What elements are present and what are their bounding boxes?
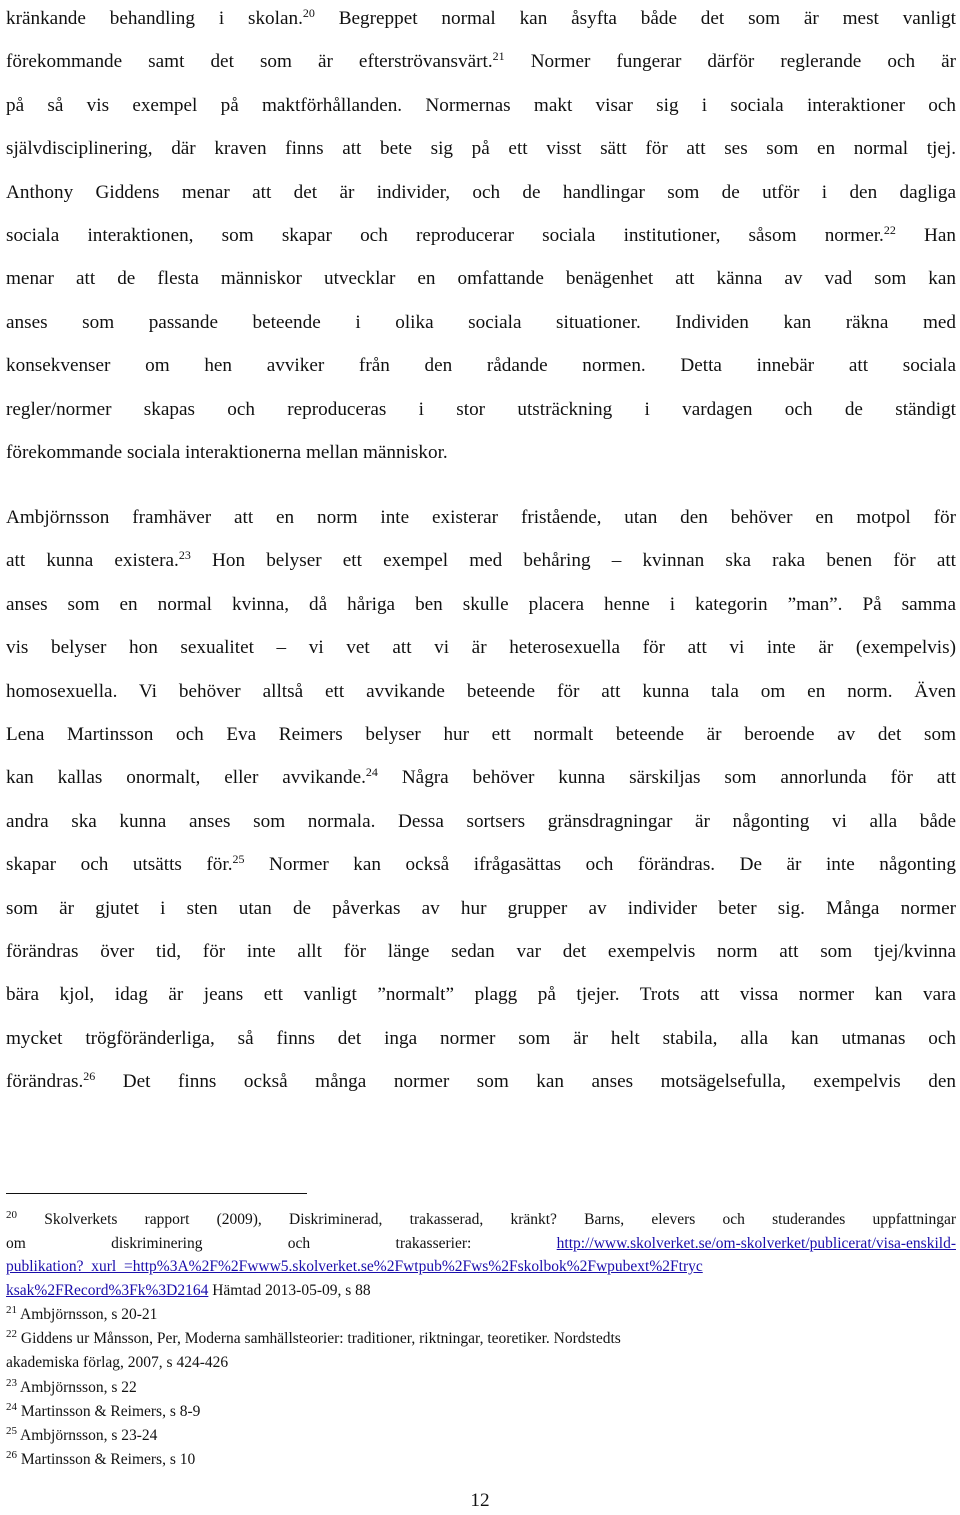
text-line [6,939,956,965]
footnote-text: Hämtad 2013-05-09, s 88 [208,1282,371,1299]
footnote-reference: 23 [178,548,191,563]
text-run: Det finns också många normer som kan anses motsägelsefulla, exempelvis den [95,1071,956,1093]
footnote-number: 24 [6,1401,17,1413]
text-line [6,1026,956,1052]
footnote-number: 23 [6,1377,17,1389]
footnote-number: 26 [6,1449,17,1461]
text-run: Några behöver kunna särskiljas som annorlunda för att [377,767,957,789]
text-run: förändras. [6,1071,84,1093]
text-run: Begreppet normal kan åsyfta både det som är mest vanligt [314,8,956,29]
text-run: på så vis exempel på maktförhållanden. Normernas makt visar sig i sociala interaktioner och [6,94,956,116]
text-run: Han [895,225,956,246]
text-run: regler/normer skapas och reproduceras i stor utsträckning i vardagen och de ständigt [6,398,956,420]
text-line [6,310,956,336]
footnote-text: Martinsson & Reimers, s 10 [20,1451,196,1468]
footnote-link[interactable]: publikation?_xurl_=http%3A%2F%2Fwww5.skolverket.se%2Fwtpub%2Fws%2Fskolbok%2Fwpubext%2Ftryc [6,1258,703,1275]
text-line [6,635,956,661]
footnote-20-line-4 [6,1280,956,1302]
text-run: Normer fungerar därför reglerande och är [504,51,956,73]
footnote-text: Skolverkets rapport (2009), Diskriminerad, trakasserad, kränkt? Barns, elevers och studerandes uppfattningar [44,1211,956,1228]
footnote-separator [6,1193,307,1194]
footnote-reference: 20 [302,6,315,20]
footnote-link[interactable]: http://www.skolverket.se/om-skolverket/publicerat/visa-enskild- [556,1235,956,1252]
text-run: menar att de flesta människor utvecklar en omfattande benägenhet att känna av vad som kan [6,268,956,290]
text-line [6,592,956,618]
footnote-text: Ambjörnsson, s 20-21 [20,1306,158,1323]
text-line [6,505,956,531]
text-run: andra ska kunna anses som normala. Dessa sortsers gränsdragningar är någonting vi alla både [6,810,956,832]
text-run: vis belyser hon sexualitet – vi vet att vi är heterosexuella för att vi inte är (exempelvis) [6,637,956,659]
text-run: anses som passande beteende i olika sociala situationer. Individen kan räkna med [6,311,956,333]
text-run: mycket trögföränderliga, så finns det inga normer som är helt stabila, alla kan utmanas och [6,1027,956,1049]
text-run: Lena Martinsson och Eva Reimers belyser hur ett normalt beteende är beroende av det som [6,724,956,745]
footnote-text: akademiska förlag, 2007, s 424-426 [6,1354,229,1371]
footnote-text: Giddens ur Månsson, Per, Moderna samhällsteorier: traditioner, riktningar, teoretiker. Nordstedts [20,1330,621,1347]
text-run: självdisciplinering, där kraven finns att bete sig på ett visst sätt för att ses som en normal tjej. [6,138,956,160]
footnote-reference: 25 [232,852,245,867]
text-line [6,180,956,206]
text-run: Normer kan också ifrågasättas och förändras. De är inte någonting [244,854,956,876]
footnote-link[interactable]: ksak%2FRecord%3Fk%3D2164 [6,1282,209,1299]
text-line [6,93,956,119]
text-line [6,765,956,791]
text-line [6,353,956,379]
text-run: bära kjol, idag är jeans ett vanligt ”normalt” plagg på tjejer. Trots att vissa normer kan vara [6,984,956,1006]
text-run: sociala interaktionen, som skapar och reproducerar sociala institutioner, såsom normer. [6,225,884,246]
text-line [6,223,956,249]
footnote-20-line-2 [6,1233,956,1255]
text-run: förändras över tid, för inte allt för länge sedan var det exempelvis norm att som tjej/kvinna [6,941,956,962]
text-line [6,1069,956,1095]
page-number: 12 [470,1490,490,1511]
footnote-number: 20 [6,1209,17,1221]
text-run: homosexuella. Vi behöver alltså ett avvikande beteende för att kunna tala om en norm. Även [6,680,956,702]
text-line [6,266,956,292]
text-line [6,440,956,466]
footnote-reference: 22 [883,223,896,237]
text-run: kränkande behandling i skolan. [6,8,303,29]
text-line [6,136,956,162]
footnote-reference: 26 [83,1069,96,1084]
text-run: anses som en normal kvinna, då håriga ben skulle placera henne i kategorin ”man”. På samma [6,593,956,615]
text-line [6,49,956,75]
text-line [6,6,956,32]
footnote-reference: 24 [365,765,378,780]
text-run: som är gjutet i sten utan de påverkas av hur grupper av individer beter sig. Många normer [6,897,956,919]
text-line [6,397,956,423]
footnote-text: Martinsson & Reimers, s 8-9 [20,1403,201,1420]
text-line [6,548,956,574]
text-line [6,809,956,835]
footnote-text: Ambjörnsson, s 23-24 [20,1427,158,1444]
footnote-text: Ambjörnsson, s 22 [20,1379,137,1396]
text-run: förekommande sociala interaktionerna mellan människor. [6,442,448,463]
footnote-20-line-3 [6,1256,956,1278]
text-run: Ambjörnsson framhäver att en norm inte existerar fristående, utan den behöver en motpol för [6,507,956,528]
footnote-reference: 21 [492,49,505,64]
text-run: konsekvenser om hen avviker från den rådande normen. Detta innebär att sociala [6,355,956,377]
footnote-number: 22 [6,1328,17,1340]
footnote-number: 25 [6,1425,17,1437]
text-line [6,852,956,878]
text-run: förekommande samt det som är efterströvansvärt. [6,51,493,73]
text-run: att kunna existera. [6,550,179,572]
text-line [6,722,956,748]
footnote-20-line-1 [6,1209,956,1231]
text-line [6,896,956,922]
text-line [6,982,956,1008]
footnote-number: 21 [6,1304,17,1316]
text-run: kan kallas onormalt, eller avvikande. [6,767,366,789]
text-line [6,679,956,705]
text-run: skapar och utsätts för. [6,854,233,876]
footnote-text: om diskriminering och trakasserier: [6,1235,472,1252]
text-run: Hon belyser ett exempel med behåring – kvinnan ska raka benen för att [190,550,957,572]
text-run: Anthony Giddens menar att det är individer, och de handlingar som de utför i den dagliga [6,181,956,203]
